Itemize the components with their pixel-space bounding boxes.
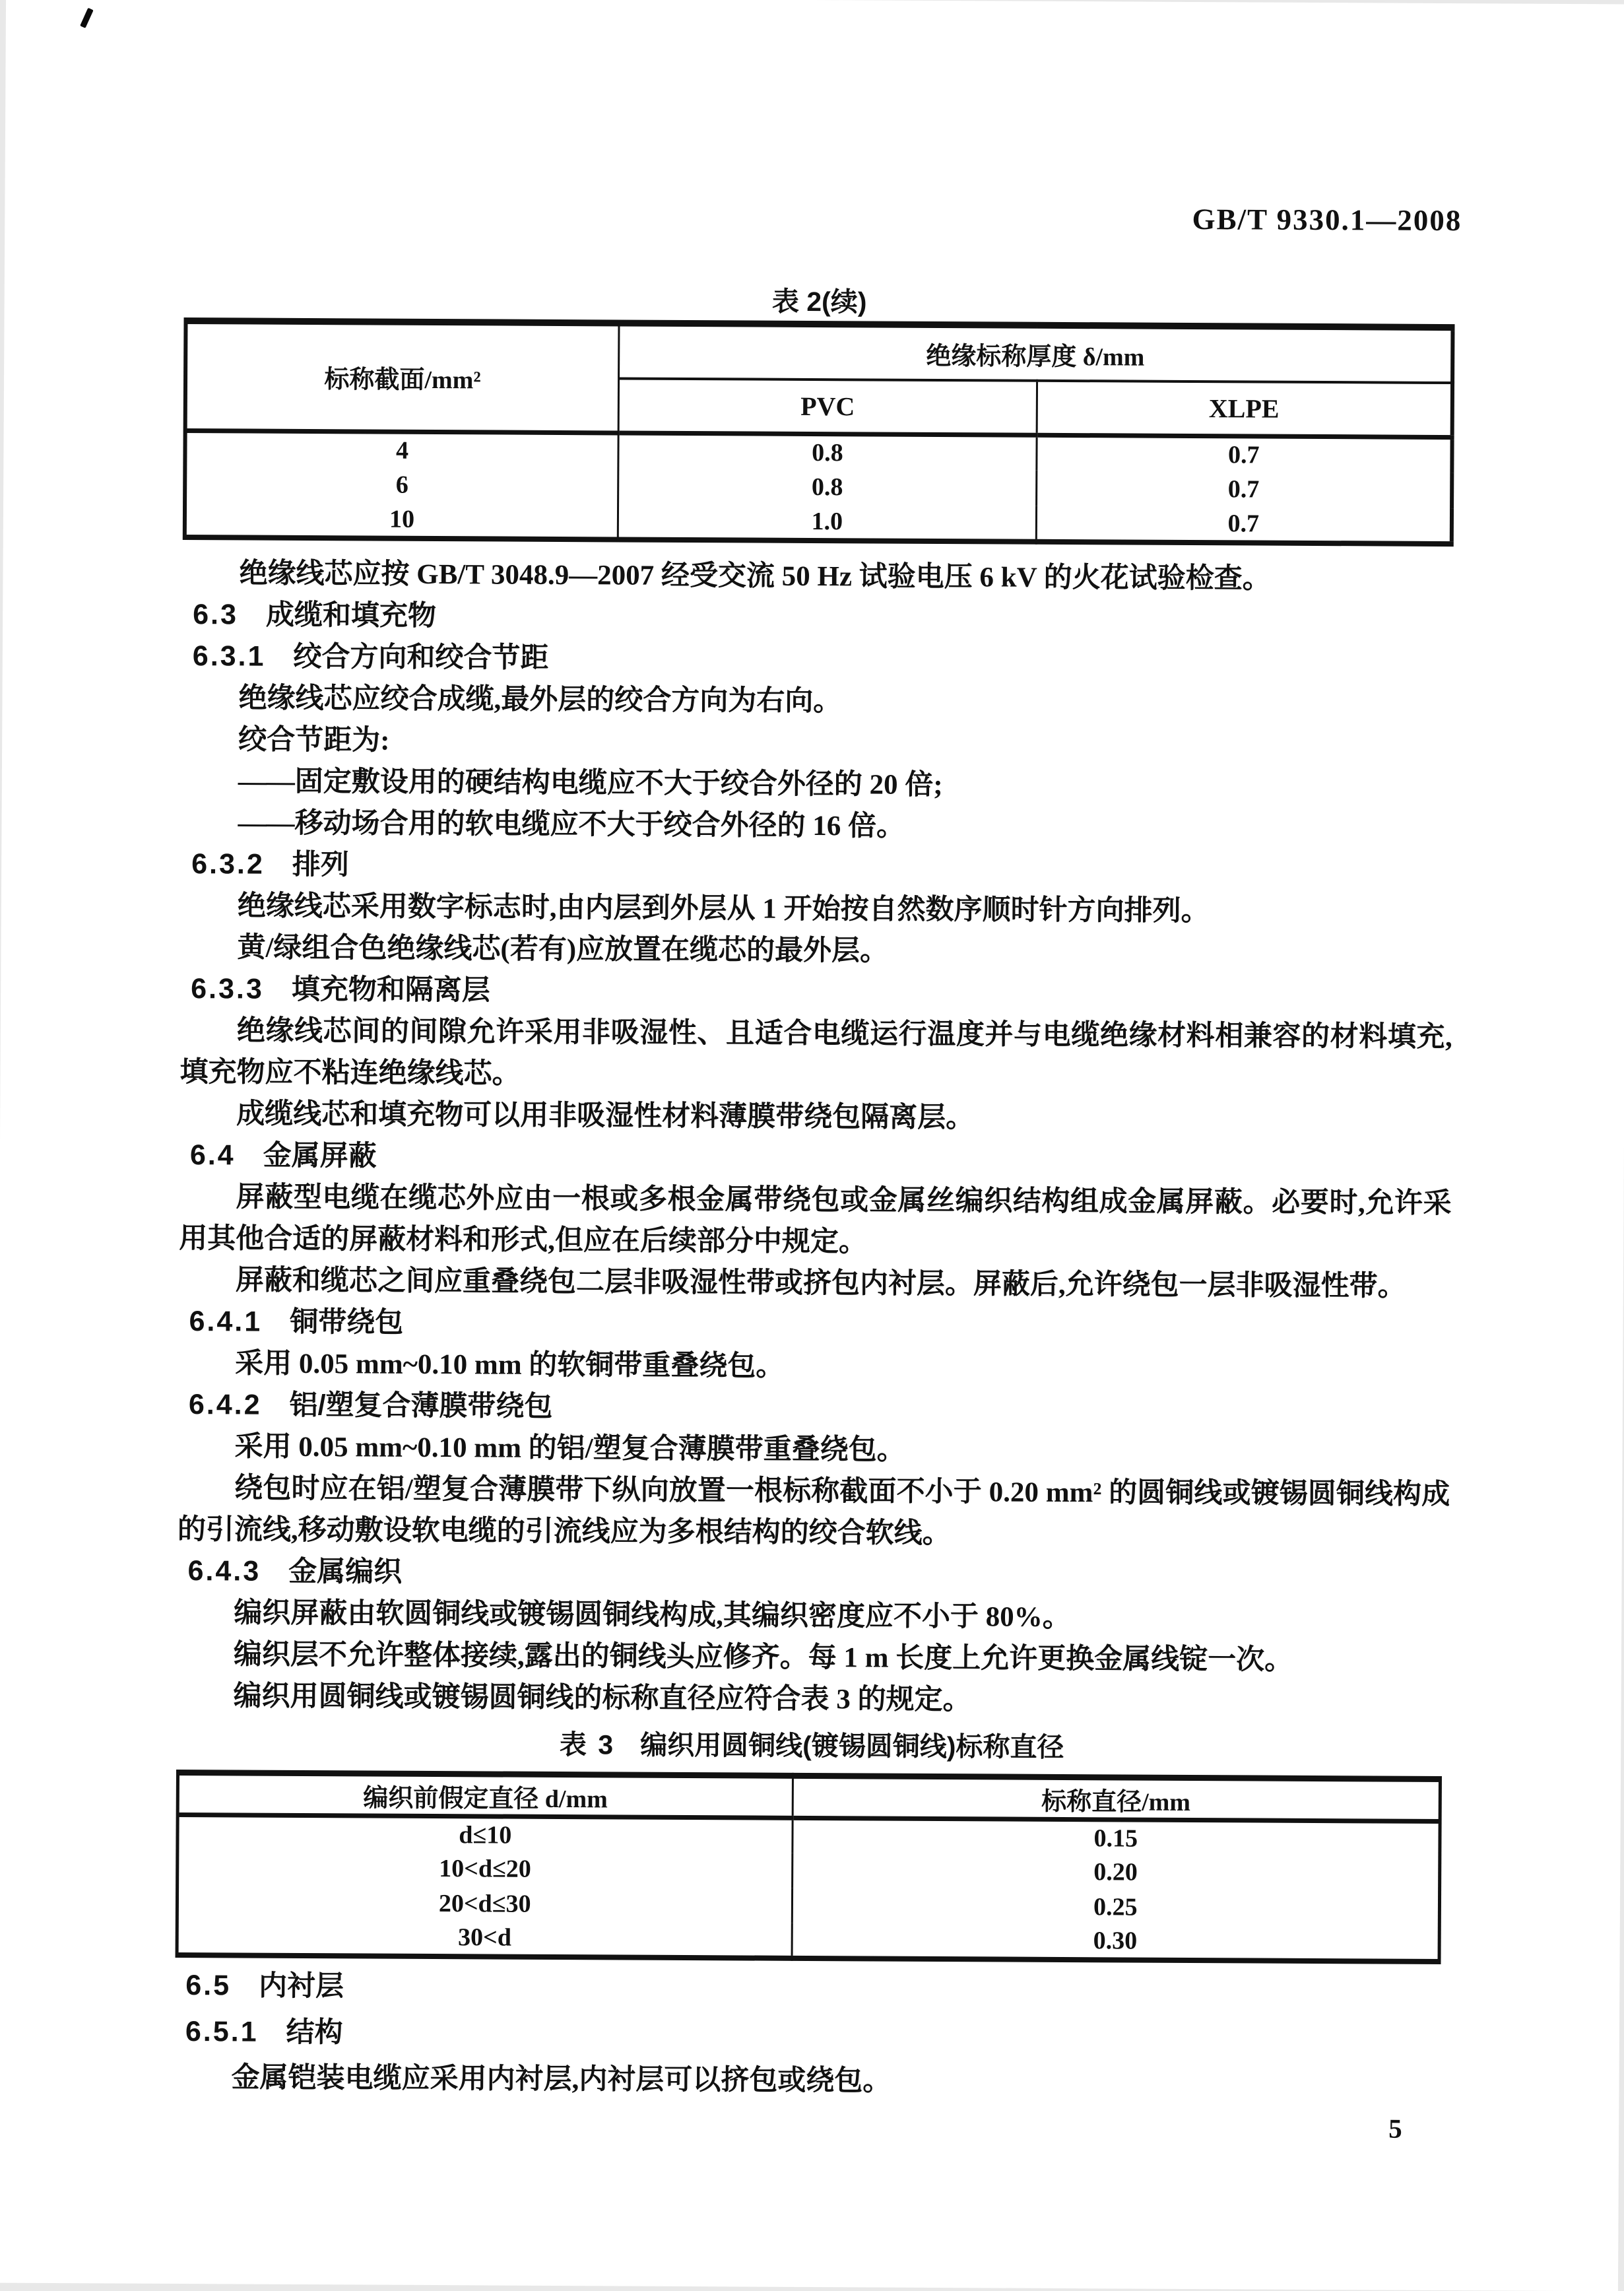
table-row — [185, 502, 1452, 544]
table-row — [185, 466, 1452, 508]
table3-cell: 0.25 — [792, 1888, 1440, 1926]
table2-cell: 6 — [185, 466, 618, 504]
table3-caption — [176, 1721, 1447, 1766]
section-heading-6-3-1 — [182, 636, 1454, 684]
table2-col1-header: 标称截面/mm² — [185, 321, 619, 432]
table3-caption-label: 表 3 — [559, 1729, 616, 1760]
heading-number: 6.3.3 — [191, 973, 264, 1005]
table3-cell: 20<d≤30 — [177, 1884, 792, 1923]
heading-title: 金属屏蔽 — [263, 1139, 377, 1172]
paragraph: 绝缘线芯应绞合成缆,最外层的绞合方向为右向。 — [238, 682, 842, 717]
table3-cell: 0.30 — [792, 1923, 1440, 1961]
table2-cell: 0.7 — [1036, 471, 1452, 508]
paragraph: 绞合节距为: — [238, 724, 390, 756]
heading-number: 6.4.3 — [187, 1555, 261, 1587]
table-row — [177, 1919, 1439, 1961]
paragraph: 金属铠装电缆应采用内衬层,内衬层可以挤包或绕包。 — [231, 2062, 892, 2097]
table2-cell: 0.7 — [1037, 435, 1452, 473]
heading-number: 6.4 — [189, 1139, 236, 1172]
table2-insulation-thickness — [183, 317, 1455, 547]
section-heading-6-4-1 — [178, 1301, 1450, 1349]
heading-title: 铝/塑复合薄膜带绕包 — [289, 1389, 553, 1422]
table3-cell: d≤10 — [178, 1814, 793, 1853]
table2-cell: 0.8 — [618, 432, 1037, 470]
heading-number: 6.3.1 — [192, 640, 266, 673]
standard-number: GB/T 9330.1—2008 — [1192, 202, 1462, 238]
heading-title: 排列 — [292, 848, 349, 881]
heading-title: 成缆和填充物 — [265, 599, 437, 632]
heading-title: 铜带绕包 — [290, 1306, 404, 1339]
table3-caption-title: 编织用圆铜线(镀锡圆铜线)标称直径 — [640, 1729, 1064, 1763]
table3-braid-wire-diameter — [176, 1770, 1442, 1964]
section-heading-6-4-3 — [177, 1550, 1449, 1599]
table2-subheader-pvc: PVC — [618, 378, 1037, 434]
paragraph: 绝缘线芯间的间隙允许采用非吸湿性、且适合电缆运行温度并与电缆绝缘材料相兼容的材料填充,填充物应不粘连绝缘线芯。 — [179, 1015, 1452, 1090]
heading-number: 6.5.1 — [185, 2016, 259, 2048]
dash-item: ——固定敷设用的硬结构电缆应不大于绞合外径的 20 倍; — [238, 766, 943, 801]
heading-number: 6.3 — [193, 599, 239, 631]
section-heading-6-3 — [182, 594, 1454, 642]
table3-header-assumed-diameter: 编织前假定直径 d/mm — [178, 1772, 793, 1818]
table2-subheader-xlpe: XLPE — [1037, 381, 1452, 437]
table3-cell: 10<d≤20 — [178, 1849, 793, 1888]
body-text — [176, 552, 1454, 1723]
paragraph: 屏蔽和缆芯之间应重叠绕包二层非吸湿性带或挤包内衬层。屏蔽后,允许绕包一层非吸湿性带。 — [235, 1265, 1406, 1302]
page-number: 5 — [1388, 2113, 1402, 2144]
paragraph: 采用 0.05 mm~0.10 mm 的铝/塑复合薄膜带重叠绕包。 — [234, 1431, 905, 1466]
section-heading-6-3-3 — [180, 968, 1452, 1016]
table3-cell: 0.15 — [792, 1818, 1440, 1856]
paragraph: 屏蔽型电缆在缆芯外应由一根或多根金属带绕包或金属丝编织结构组成金属屏蔽。必要时,允许采用其他合适的屏蔽材料和形式,但应在后续部分中规定。 — [179, 1181, 1452, 1258]
paragraph: 成缆线芯和填充物可以用非吸湿性材料薄膜带绕包隔离层。 — [236, 1098, 975, 1134]
heading-title: 填充物和隔离层 — [291, 973, 490, 1007]
table-row — [178, 1772, 1440, 1821]
heading-number: 6.4.1 — [189, 1306, 263, 1338]
table2-caption: 表 2(续) — [771, 286, 867, 317]
table2-span-header: 绝缘标称厚度 δ/mm — [619, 323, 1453, 383]
heading-title: 结构 — [286, 2016, 343, 2049]
paragraph: 绝缘线芯采用数字标志时,由内层到外层从 1 开始按自然数序顺时针方向排列。 — [237, 890, 1210, 927]
table2-cell: 0.7 — [1036, 506, 1452, 544]
paragraph: 编织屏蔽由软圆铜线或镀锡圆铜线构成,其编织密度应不小于 80%。 — [234, 1597, 1071, 1634]
heading-number: 6.4.2 — [188, 1389, 262, 1421]
section-heading-6-4 — [179, 1135, 1452, 1183]
table2-cell: 0.8 — [618, 468, 1037, 506]
heading-number: 6.3.2 — [191, 848, 265, 880]
heading-title: 金属编织 — [288, 1555, 403, 1588]
table3-cell: 0.20 — [792, 1853, 1440, 1891]
table-row — [185, 321, 1452, 383]
dash-item: ——移动场合用的软电缆应不大于绞合外径的 16 倍。 — [238, 807, 905, 842]
section-heading-6-5-1 — [175, 2009, 1447, 2061]
table3-cell: 30<d — [177, 1919, 792, 1958]
ink-smudge — [80, 8, 94, 28]
heading-number: 6.5 — [185, 1970, 232, 2002]
table2-cell: 10 — [185, 502, 618, 539]
heading-title: 绞合方向和绞合节距 — [293, 640, 549, 674]
body-text-tail — [174, 1962, 1447, 2108]
paragraph: 编织层不允许整体接续,露出的铜线头应修齐。每 1 m 长度上允许更换金属线锭一次。 — [233, 1639, 1293, 1676]
paragraph: 采用 0.05 mm~0.10 mm 的软铜带重叠绕包。 — [235, 1348, 785, 1382]
section-heading-6-4-2 — [178, 1384, 1450, 1432]
section-heading-6-3-2 — [181, 844, 1453, 892]
paragraph: 绕包时应在铝/塑复合薄膜带下纵向放置一根标称截面不小于 0.20 mm² 的圆铜线或镀锡圆铜线构成的引流线,移动敷设软电缆的引流线应为多根结构的绞合软线。 — [177, 1473, 1450, 1550]
table3-header-nominal-diameter: 标称直径/mm — [793, 1776, 1441, 1821]
heading-title: 内衬层 — [258, 1970, 344, 2003]
paragraph: 编织用圆铜线或镀锡圆铜线的标称直径应符合表 3 的规定。 — [233, 1680, 971, 1716]
table2-cell: 4 — [185, 430, 618, 468]
section-heading-6-5 — [175, 1962, 1447, 2015]
table-row — [185, 430, 1452, 473]
paragraph: 绝缘线芯应按 GB/T 3048.9—2007 经受交流 50 Hz 试验电压 6 kV 的火花试验检查。 — [239, 558, 1271, 595]
paragraph: 黄/绿组合色绝缘线芯(若有)应放置在缆芯的最外层。 — [237, 932, 889, 967]
table2-cell: 1.0 — [618, 504, 1036, 541]
